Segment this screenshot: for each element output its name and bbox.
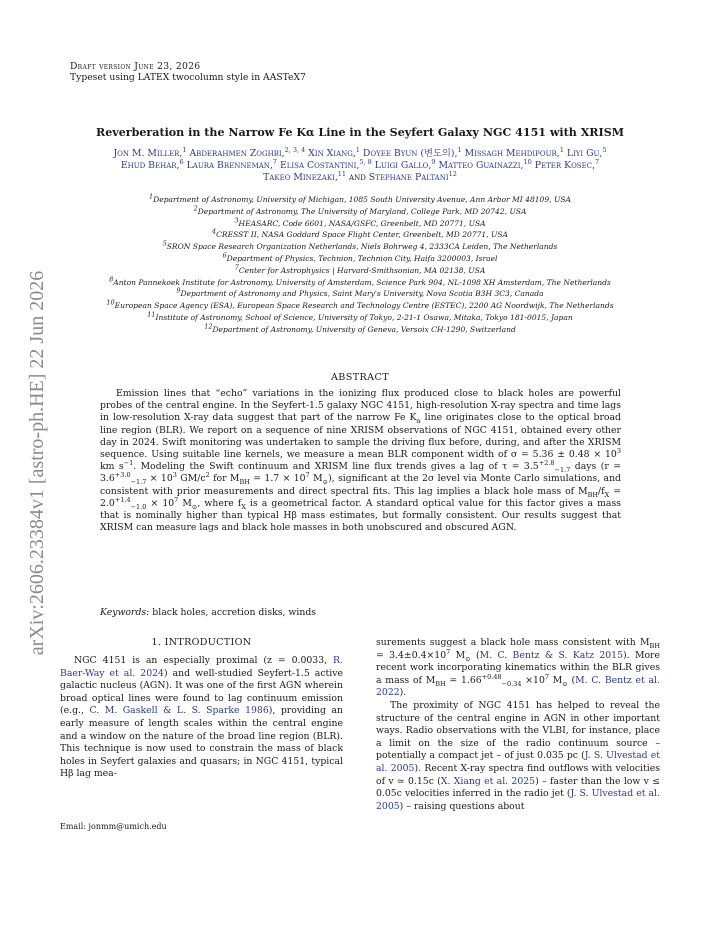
abstract-sup: 2: [205, 471, 210, 480]
author-affil-ref: 7: [272, 157, 278, 166]
affiliation-number: 7: [234, 263, 239, 272]
author-affil-ref: 6: [179, 157, 184, 166]
affiliation-text: Department of Astronomy, The University of Maryland, College Park, MD 20742, USA: [197, 206, 527, 216]
affiliation-text: HEASARC, Code 6601, NASA/GSFC, Greenbelt, MD 20771, USA: [238, 218, 486, 228]
author-affil-ref: 1: [355, 145, 360, 154]
author[interactable]: Liyi Gu,: [563, 148, 603, 159]
abstract-sub: −1.0: [130, 502, 147, 511]
arxiv-identifier: arXiv:2606.23384v1 [astro-ph.HE] 22 Jun 2026: [26, 270, 48, 656]
affiliation-text: European Space Agency (ESA), European Space Research and Technology Centre (ESTEC), 2200 AG Noordwijk, The Netherlands: [114, 301, 614, 311]
body-text: The proximity of NGC 4151 has helped to reveal the structure of the central engine in AGN in other important ways. Radio observations with the VLBI, for instance, place a limit on the size of the radio continuum source – potentially a compact jet – of just 0.035 pc (: [376, 699, 660, 762]
abstract-run: M: [309, 473, 323, 485]
affiliation-text: Center for Astrophysics | Harvard-Smithsonian, MA 02138, USA: [238, 265, 486, 275]
citation-link[interactable]: J. S. Ulvestad et al. 2005: [376, 788, 660, 812]
affiliation-number: 9: [176, 286, 181, 295]
abstract-sub: X: [241, 502, 246, 511]
author-affil-ref: 9: [431, 157, 436, 166]
author[interactable]: Abderahmen Zoghbi,: [186, 148, 285, 159]
body-text: ×10: [521, 674, 545, 686]
abstract-run: = 1.7 × 10: [249, 473, 306, 485]
affiliation-number: 4: [211, 227, 217, 236]
body-text: (: [470, 649, 480, 661]
abstract-sub: α: [416, 417, 421, 426]
body-text: (: [567, 674, 576, 686]
header-meta: [70, 61, 306, 83]
body-sup: +0.48: [481, 672, 502, 681]
abstract-run: GM/c: [176, 473, 206, 485]
body-text: ), providing an early measure of length scales within the central engine and a window on the nature of the broad line region (BLR). This technique is now used to constrain the mass of black holes in Seyfert galaxies and quasars; in NGC 4151, typical Hβ lag mea-: [60, 705, 343, 780]
intro-paragraph-1: [60, 655, 343, 781]
abstract-sup: 3: [172, 471, 177, 480]
abstract-run: = 2.0: [100, 485, 621, 509]
affiliation: [40, 206, 680, 218]
abstract-sub: −1.7: [554, 466, 571, 475]
citation-link[interactable]: M. C. Bentz & S. Katz 2015: [479, 649, 623, 661]
abstract-sub: X: [604, 490, 610, 499]
citation-link[interactable]: M. C. Bentz et al. 2022: [376, 674, 660, 699]
body-text: ) – faster than the low v ≤ 0.05c velocities inferred in the radio jet (: [376, 775, 660, 800]
author-affil-ref: 2, 3, 4: [284, 145, 306, 154]
affiliation: [40, 194, 680, 206]
author-affil-ref: 5, 8: [359, 157, 372, 166]
body-sub: BH: [435, 679, 446, 688]
keywords-text: black holes, accretion disks, winds: [149, 607, 317, 618]
affiliation-number: 10: [106, 298, 115, 307]
body-text: M: [450, 649, 466, 661]
draft-version: Draft version June 23, 2026: [70, 61, 201, 72]
affiliation-text: Department of Astronomy and Physics, Saint Mary's University, Nova Scotia B3H 3C3, Canada: [180, 289, 544, 299]
paper-title: Reverberation in the Narrow Fe Kα Line in the Seyfert Galaxy NGC 4151 with XRISM: [95, 126, 625, 139]
affiliation-text: Anton Pannekoek Institute for Astronomy, University of Amsterdam, Science Park 904, NL-1098 XH Amsterdam, The Netherlands: [113, 277, 611, 287]
body-text: NGC 4151 is an especially proximal (z = 0.0033,: [74, 655, 334, 666]
abstract-run: , where f: [197, 497, 242, 509]
abstract-run: days (r = 3.6: [100, 461, 621, 485]
body-text: ) – raising questions about: [399, 800, 525, 812]
body-sub: BH: [649, 641, 660, 650]
citation-link[interactable]: J. S. Ulvestad et al. 2005: [376, 750, 660, 774]
affiliation: [40, 277, 680, 289]
right-column: [376, 637, 660, 813]
typeset-note: Typeset using LATEX twocolumn style in AASTeX7: [70, 72, 306, 83]
affiliation: [40, 218, 680, 230]
author[interactable]: Xin Xiang,: [305, 148, 356, 159]
affiliation-number: 6: [222, 251, 227, 260]
affiliation-text: Department of Physics, Technion, Technion City, Haifa 3200003, Israel: [226, 253, 498, 263]
section-heading-introduction: 1. INTRODUCTION: [151, 637, 252, 648]
abstract-run: × 10: [146, 497, 175, 509]
abstract-run: /f: [598, 485, 605, 497]
affiliation-number: 11: [147, 310, 156, 319]
affiliation: [40, 241, 680, 253]
abstract-run: × 10: [146, 473, 173, 485]
author-affil-ref: 12: [448, 169, 457, 178]
abstract-run: Emission lines that “echo” variations in the ionizing flux produced close to black holes are powerful probes of the central engine. In the Seyfert-1.5 galaxy NGC 4151, high-resolution X-ray spectra and time lags in low-resolution X-ray data suggest that part of the narrow Fe K: [100, 388, 621, 424]
abstract-sub: −1.7: [130, 478, 147, 487]
affiliation-text: CRESST II, NASA Goddard Space Flight Center, Greenbelt, MD 20771, USA: [216, 230, 509, 240]
author[interactable]: Takeo Minezaki,: [263, 172, 338, 183]
body-sup: 7: [446, 647, 451, 656]
body-sub: ⊙: [465, 654, 471, 663]
author[interactable]: Ehud Behar,: [120, 160, 180, 171]
author-affil-ref: 5: [602, 145, 607, 154]
body-text: surements suggest a black hole mass consistent with M: [376, 637, 650, 648]
affiliation-number: 5: [162, 239, 167, 248]
affiliation: [40, 265, 680, 277]
affiliation-text: Institute of Astronomy, School of Science, University of Tokyo, 2-21-1 Osawa, Mitaka, Tokyo 181-0015, Japan: [155, 312, 573, 322]
body-text: ).: [399, 687, 407, 699]
keywords-label: Keywords:: [100, 607, 150, 618]
affiliation-number: 8: [109, 275, 114, 284]
abstract-text: [100, 388, 621, 534]
body-sub: ⊙: [562, 679, 568, 688]
affiliation: [40, 300, 680, 312]
author[interactable]: Missagh Mehdipour,: [461, 148, 560, 159]
author-affil-ref: 1: [559, 145, 564, 154]
abstract-sub: ⊙: [191, 502, 198, 511]
body-text: = 1.66: [445, 674, 482, 686]
author[interactable]: Peter Kosec,: [531, 160, 596, 171]
affiliation-text: SRON Space Research Organization Netherlands, Niels Bohrweg 4, 2333CA Leiden, The Netherlands: [166, 242, 558, 252]
affiliation: [40, 288, 680, 300]
author[interactable]: Laura Brenneman,: [183, 160, 273, 171]
affiliation: [40, 253, 680, 265]
keywords: [100, 607, 621, 619]
author-affil-ref: 1: [457, 145, 462, 154]
abstract-run: for M: [209, 473, 240, 485]
abstract-run: ), significant at the 2σ level via Monte Carlo simulations, and consistent with prior measurements and direct spectral fits. This lag implies a black hole mass of M: [100, 473, 622, 497]
abstract-sup: −1: [123, 459, 134, 468]
affiliation-text: Department of Astronomy, University of Michigan, 1085 South University Avenue, Ann Arbor MI 48109, USA: [153, 195, 571, 204]
abstract-sup: 7: [305, 471, 310, 480]
body-text: ). More recent work incorporating kinematics within the BLR gives a mass of M: [376, 649, 661, 686]
author-and: and: [346, 172, 369, 183]
abstract-sup: 7: [174, 495, 179, 504]
author-affil-ref: 1: [182, 145, 187, 154]
abstract-sub: ⊙: [322, 478, 329, 487]
citation-link[interactable]: R. Baer-Way et al. 2024: [60, 655, 343, 679]
abstract-run: M: [178, 497, 192, 509]
affiliation: [40, 324, 680, 336]
intro-paragraph-2: [376, 700, 660, 813]
affiliations: [40, 194, 680, 336]
abstract-run: is a geometrical factor. A standard optical value for this factor gives a mass that is nominally higher than typical Hβ mass estimates, but formally consistent. Our results suggest that XRISM can measure lags and black hole masses in both unobscured and obscured AGN.: [100, 497, 622, 534]
affiliation-number: 12: [204, 322, 213, 331]
abstract-sup: +1.4: [114, 495, 131, 504]
affiliation: [40, 312, 680, 324]
author[interactable]: Matteo Guainazzi,: [435, 160, 524, 171]
affiliation-number: 1: [149, 192, 154, 201]
author-list: [55, 145, 665, 184]
abstract-run: km s: [100, 461, 124, 473]
abstract-sup: +2.8: [538, 459, 555, 468]
abstract-run: . Modeling the Swift continuum and XRISM line flux trends gives a lag of τ = 3.5: [133, 461, 539, 473]
author-affil-ref: 10: [523, 157, 532, 166]
abstract-sub: BH: [587, 490, 599, 499]
author-line-3: [55, 169, 665, 184]
author-affil-ref: 7: [595, 157, 600, 166]
abstract-sup: 3: [616, 446, 621, 455]
author-affil-ref: 11: [337, 169, 347, 178]
body-sup: 7: [544, 672, 550, 681]
body-text: = 3.4±0.4×10: [376, 649, 447, 661]
author[interactable]: Doyee Byun (변도의),: [359, 148, 458, 159]
body-text: M: [549, 674, 563, 686]
affiliation: [40, 229, 680, 241]
abstract-sup: +3.0: [114, 471, 131, 480]
author[interactable]: Elisa Costantini,: [277, 160, 360, 171]
abstract-run: line originates close to the optical broad line region (BLR). We report on a sequence of nine XRISM observations of NGC 4151, obtained every other day in 2024. Swift monitoring was undertaken to sample the driving flux before, during, and after the XRISM sequence. Using suitable line kernels, we measure a mean BLR component width of σ = 5.36 ± 0.48 × 10: [100, 412, 621, 461]
author[interactable]: Stephane Paltani: [368, 172, 449, 183]
affiliation-text: Department of Astronomy, University of Geneva, Versoix CH-1290, Switzerland: [212, 324, 516, 334]
author[interactable]: Jon M. Miller,: [113, 148, 183, 159]
footnote-email: Email: jonmm@umich.edu: [60, 822, 167, 831]
affiliation-number: 3: [234, 216, 239, 225]
citation-link[interactable]: X. Xiang et al. 2025: [440, 775, 536, 787]
abstract-sub: BH: [239, 478, 250, 487]
abstract-heading: ABSTRACT: [330, 372, 390, 383]
author[interactable]: Luigi Gallo,: [371, 160, 432, 171]
intro-paragraph-1-continued: [376, 637, 660, 700]
citation-link[interactable]: C. M. Gaskell & L. S. Sparke 1986: [89, 705, 269, 717]
body-text: ) and well-studied Seyfert-1.5 active galactic nucleus (AGN). It was one of the first AGN wherein broad optical lines were found to lag continuum emission (e.g.,: [60, 667, 343, 717]
body-sub: −0.34: [501, 679, 522, 688]
affiliation-number: 2: [193, 204, 198, 213]
body-text: ). Recent X-ray spectra find outflows with velocities of v ≃ 0.15c (: [376, 762, 660, 787]
author-line-2: [55, 157, 665, 172]
